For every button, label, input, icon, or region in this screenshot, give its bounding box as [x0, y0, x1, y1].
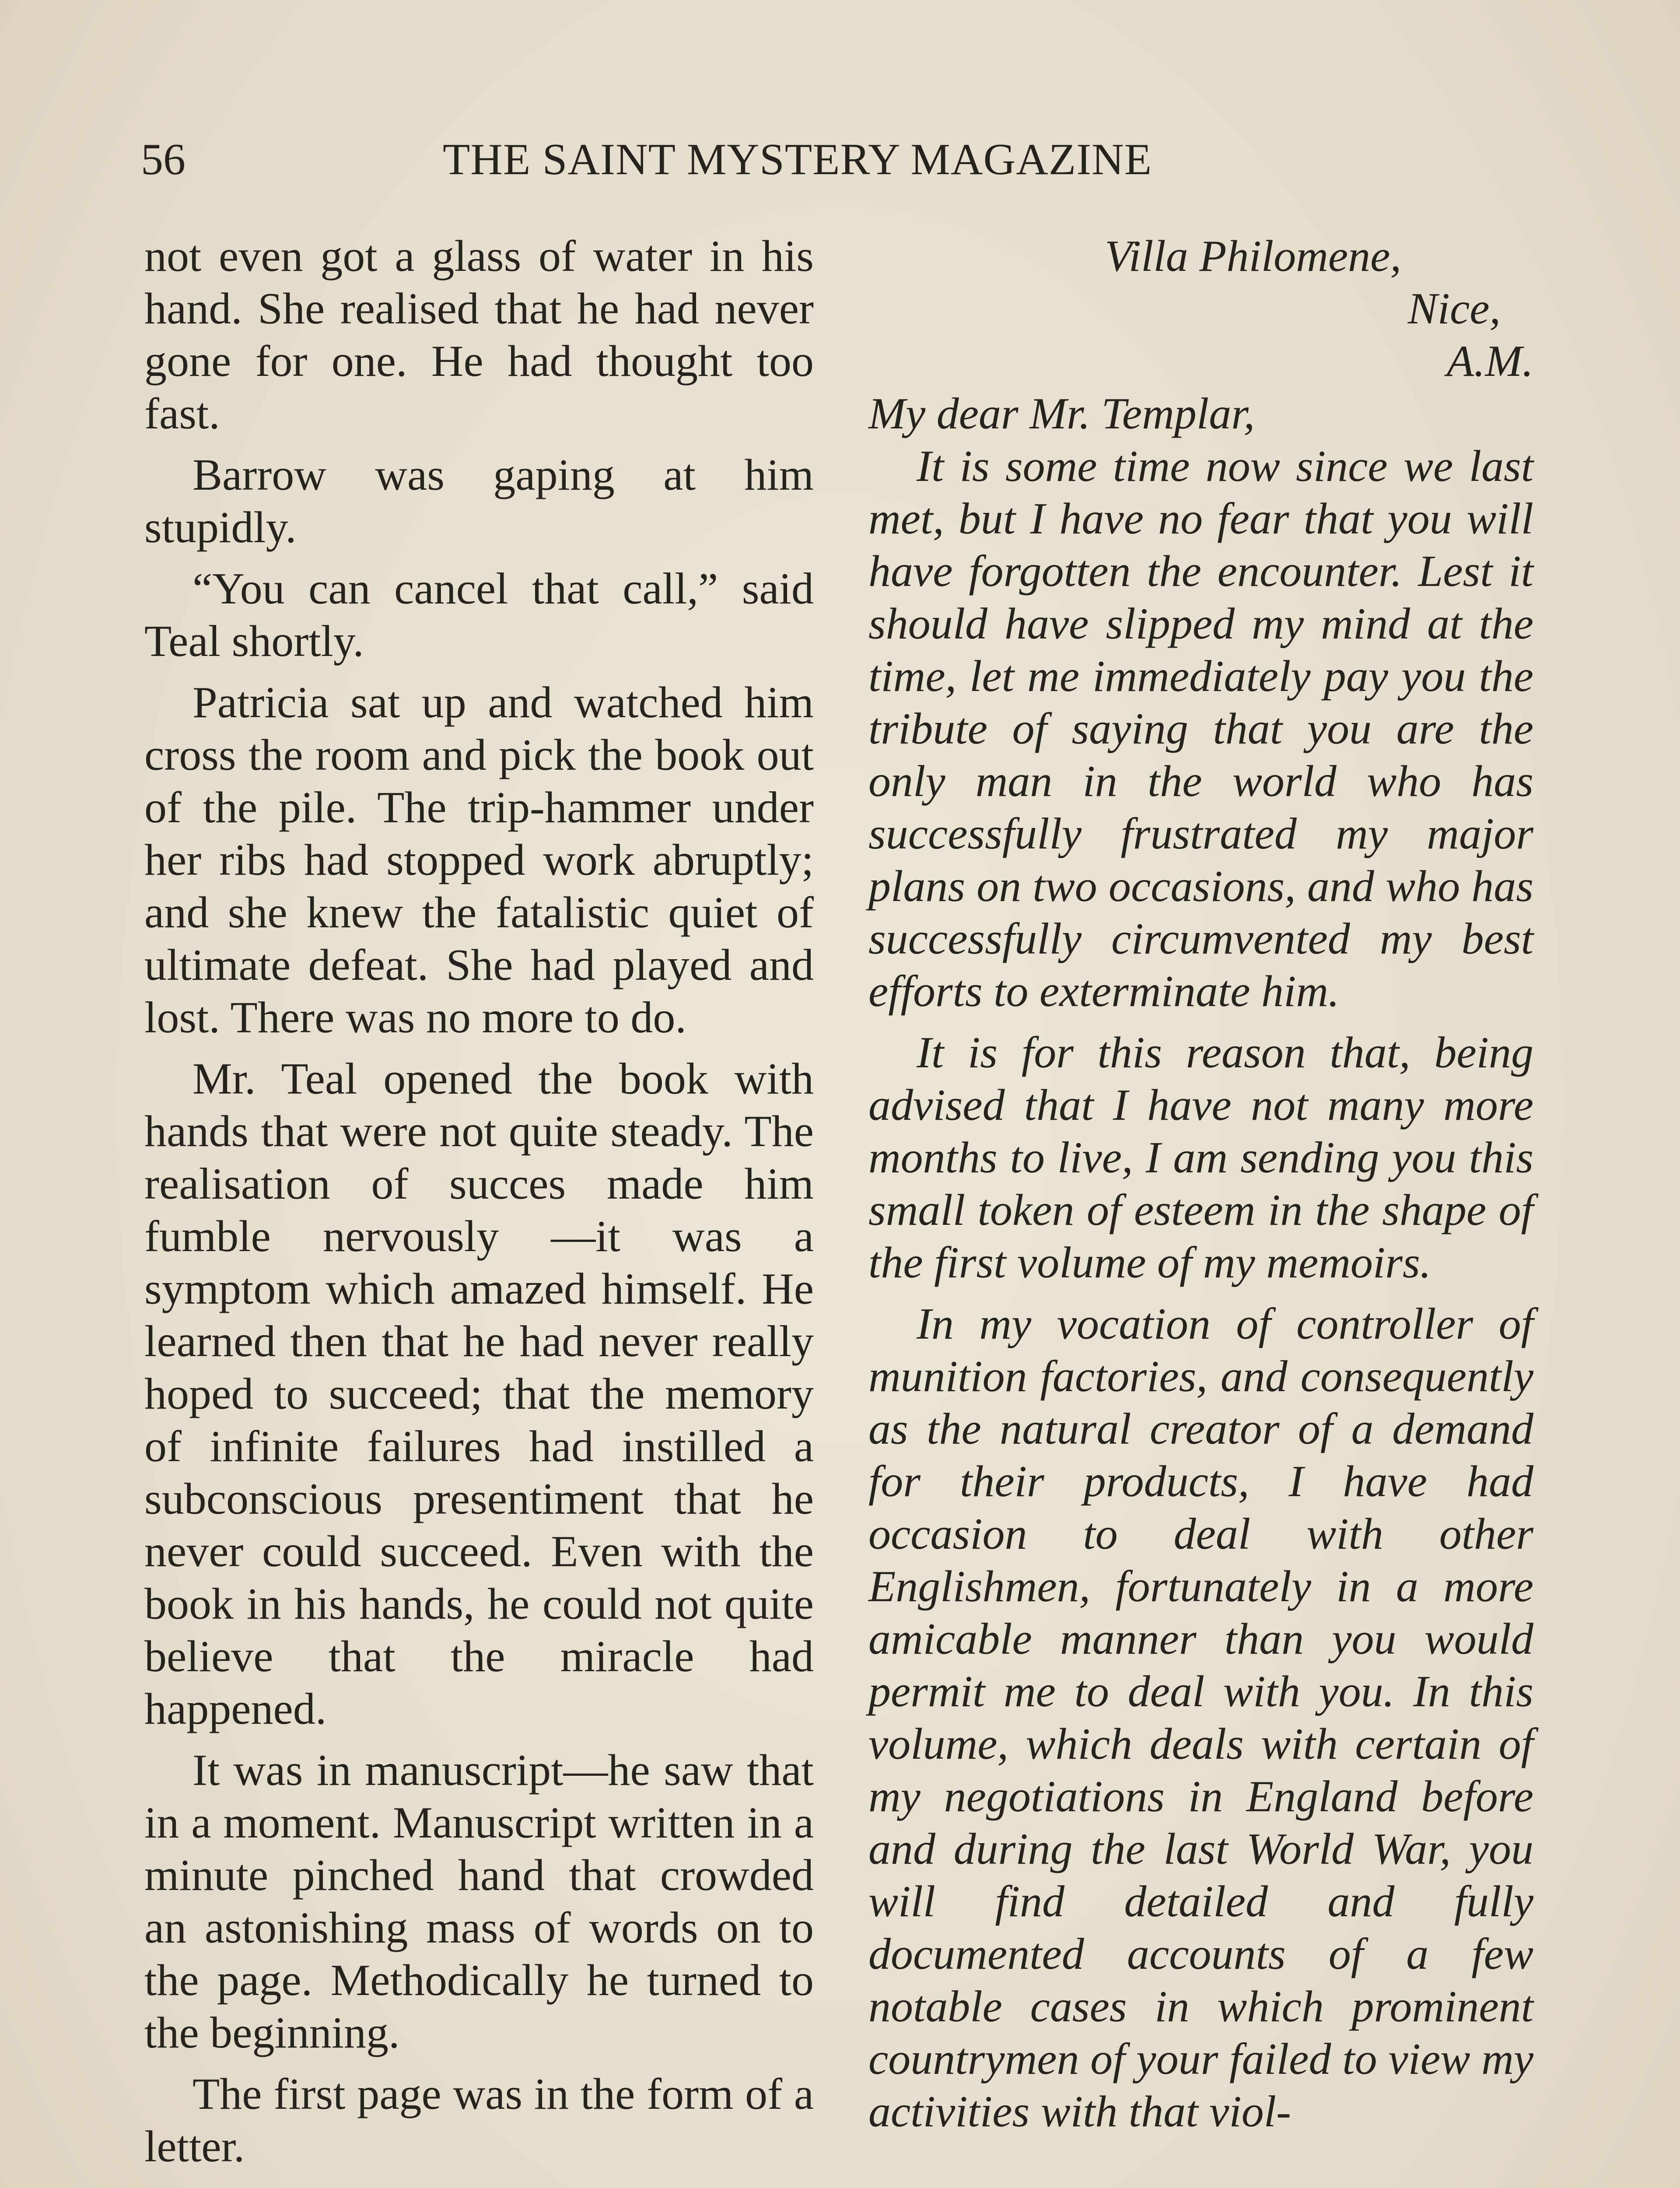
paragraph-text: “You can cancel that call,” said Teal shortly. — [144, 564, 814, 666]
right-column-letter — [868, 230, 1533, 2147]
letter-paragraph — [868, 1027, 1533, 1289]
letter-address-line: Nice, — [1407, 284, 1501, 333]
paragraph-text: Patricia sat up and watched him cross the room and pick the book out of the pile. The trip-hammer under her ribs had stopped work abruptly; and she knew the fatalistic quiet of ultimate defeat. She had played and lost. There was no more to do. — [144, 678, 814, 1042]
paragraph — [144, 677, 814, 1044]
letter-address-line: A.M. — [1446, 337, 1533, 386]
left-column — [144, 230, 814, 2182]
paragraph-text: Mr. Teal opened the book with hands that were not quite steady. The realisation of succes made him fumble nervously —it was a symptom which amazed himself. He learned then that he had never really hoped to succeed; that the memory of infinite failures had instilled a subconscious presentiment that he never could succeed. Even with the book in his hands, he could not quite believe that the miracle had happened. — [144, 1054, 814, 1734]
letter-address-line: Villa Philomene, — [1105, 231, 1401, 281]
paragraph — [144, 449, 814, 554]
letter-salutation: My dear Mr. Templar, — [868, 389, 1255, 438]
page-number: 56 — [141, 135, 186, 184]
paragraph-text: The first page was in the form of a letter. — [144, 2069, 814, 2171]
paragraph-text: It was in manuscript—he saw that in a moment. Manuscript written in a minute pinched hand that crowded an astonishing mass of words on to the page. Methodically he turned to the beginning. — [144, 1746, 814, 2058]
paragraph-text: It is for this reason that, being advised that I have not many more months to live, I am sending you this small token of esteem in the shape of the first volume of my memoirs. — [868, 1028, 1533, 1287]
letter-paragraph — [868, 440, 1533, 1018]
paragraph — [144, 563, 814, 668]
paragraph — [144, 1744, 814, 2059]
running-title: THE SAINT MYSTERY MAGAZINE — [443, 135, 1152, 184]
paragraph-text: Barrow was gaping at him stupidly. — [144, 450, 814, 552]
letter-paragraph — [868, 1298, 1533, 2138]
paragraph-text: In my vocation of controller of munition factories, and consequently as the natural creator of a demand for their products, I have had occasion to deal with other Englishmen, fortunately in a more amicable manner than you would permit me to deal with you. In this volume, which deals with certain of my negotiations in England before and during the last World War, you will find detailed and fully documented accounts of a few notable cases in which prominent countrymen of your failed to view my activities with that viol- — [868, 1299, 1533, 2136]
paragraph-text: It is some time now since we last met, but I have no fear that you will have forgotten the encounter. Lest it should have slipped my mind at the time, let me immediately pay you the tribute of saying that you are the only man in the world who has successfully frustrated my major plans on two occasions, and who has successfully circumvented my best efforts to exterminate him. — [868, 442, 1533, 1016]
paragraph — [144, 230, 814, 440]
paragraph — [144, 2068, 814, 2173]
paragraph-text: not even got a glass of water in his hand. She realised that he had never gone for one. He had thought too fast. — [144, 231, 814, 438]
paragraph — [144, 1053, 814, 1736]
page-header — [141, 127, 1226, 193]
